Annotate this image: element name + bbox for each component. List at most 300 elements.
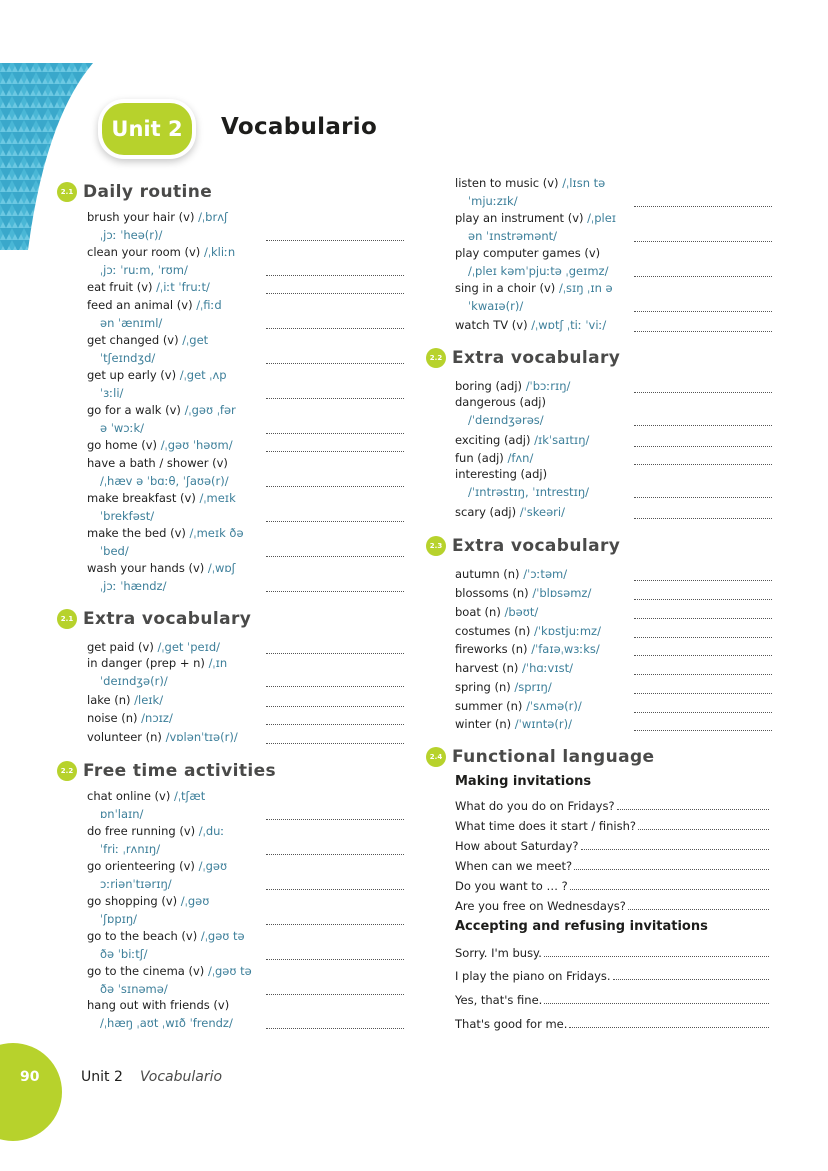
vocab-word: boring (adj) — [455, 379, 523, 393]
entry-line-1 — [87, 963, 404, 981]
entry-line-1 — [87, 455, 404, 473]
answer-line[interactable] — [266, 959, 404, 960]
phrase-text: What do you do on Fridays? — [455, 799, 615, 813]
entry-line-1 — [87, 402, 404, 420]
entry-line-1 — [455, 317, 772, 335]
entry-line-1 — [455, 698, 772, 716]
vocab-phonetic: /ˌwɒtʃ ˌtiː ˈviː/ — [531, 318, 607, 332]
vocab-entry — [87, 402, 404, 437]
entry-line-1 — [87, 858, 404, 876]
vocab-entry — [87, 858, 404, 893]
page-number: 90 — [20, 1069, 40, 1085]
vocab-phonetic-continued: ˌjɔː ˈheə(r)/ — [100, 227, 163, 242]
vocab-word: fireworks (n) — [455, 642, 528, 656]
vocab-entry — [87, 209, 404, 244]
answer-line[interactable] — [266, 743, 404, 744]
vocab-entry — [87, 525, 404, 560]
section-title: Extra vocabulary — [452, 536, 621, 556]
answer-line[interactable] — [634, 276, 772, 277]
entry-line-1 — [455, 450, 772, 468]
vocab-word: go shopping (v) — [87, 894, 178, 908]
vocab-phonetic: /ɪkˈsaɪtɪŋ/ — [534, 433, 590, 447]
entry-line-1 — [87, 525, 404, 543]
vocab-entry — [87, 244, 404, 279]
entry-line-1 — [87, 692, 404, 710]
vocab-word: spring (n) — [455, 680, 511, 694]
vocab-phonetic: /ˈfaɪəˌwɜːks/ — [531, 642, 600, 656]
phrase-text: What time does it start / finish? — [455, 819, 637, 833]
vocab-phonetic: /ˌwɒʃ — [207, 561, 236, 575]
vocab-phonetic: /ˌget ˌʌp — [179, 368, 227, 382]
answer-line[interactable] — [613, 978, 769, 980]
entry-line-1 — [455, 716, 772, 734]
phrase-text: That's good for me. — [455, 1017, 568, 1031]
section-functional-language — [426, 745, 776, 1035]
vocab-entry — [87, 560, 404, 595]
section-badge: 2.1 — [57, 182, 77, 202]
vocab-phonetic: /ˌgəʊ — [198, 859, 228, 873]
vocab-phonetic: /ˌgəʊ ˌfər — [184, 403, 236, 417]
functional-phrase — [455, 878, 769, 895]
vocab-entry — [87, 437, 404, 455]
answer-line[interactable] — [634, 518, 772, 519]
vocab-word: dangerous (adj) — [455, 395, 546, 409]
entry-line-1 — [87, 332, 404, 350]
answer-line[interactable] — [266, 556, 404, 557]
answer-line[interactable] — [634, 331, 772, 332]
vocab-entry — [87, 997, 404, 1032]
vocab-phonetic: /vɒlənˈtɪə(r)/ — [165, 730, 238, 744]
answer-line[interactable] — [266, 924, 404, 925]
phrase-text: Do you want to … ? — [455, 879, 568, 893]
vocab-phonetic: /ˌmeɪk ðə — [189, 526, 244, 540]
vocab-phonetic: /ˌgəʊ tə — [207, 964, 252, 978]
vocab-entry — [455, 378, 772, 396]
section-badge: 2.1 — [57, 609, 77, 629]
vocab-word: chat online (v) — [87, 789, 171, 803]
vocab-phonetic-continued: /ˌpleɪ kəmˈpjuːtə ˌgeɪmz/ — [468, 263, 609, 278]
vocab-phonetic: /leɪk/ — [134, 693, 164, 707]
vocab-word: volunteer (n) — [87, 730, 162, 744]
entry-line-1 — [455, 394, 772, 412]
vocab-phonetic: /ˌkliːn — [203, 245, 236, 259]
answer-line[interactable] — [634, 655, 772, 656]
vocab-word: autumn (n) — [455, 567, 520, 581]
entry-line-1 — [87, 788, 404, 806]
entry-line-1 — [455, 280, 772, 298]
vocab-word: exciting (adj) — [455, 433, 531, 447]
vocab-entry — [455, 698, 772, 716]
vocab-word: have a bath / shower (v) — [87, 456, 228, 470]
vocab-entry — [87, 692, 404, 710]
section-badge: 2.2 — [57, 761, 77, 781]
answer-line[interactable] — [266, 275, 404, 276]
vocab-phonetic-continued: ðə ˈsɪnəmə/ — [100, 981, 168, 996]
vocab-phonetic: /ˌlɪsn tə — [562, 176, 606, 190]
vocab-word: play computer games (v) — [455, 246, 601, 260]
vocab-word: hang out with friends (v) — [87, 998, 230, 1012]
vocab-word: get paid (v) — [87, 640, 154, 654]
entry-line-1 — [455, 210, 772, 228]
vocab-phonetic: /ˌpleɪ — [587, 211, 617, 225]
vocab-word: play an instrument (v) — [455, 211, 584, 225]
vocab-phonetic-continued: ɒnˈlaɪn/ — [100, 806, 144, 821]
vocab-entry — [87, 928, 404, 963]
vocab-word: in danger (prep + n) — [87, 656, 205, 670]
section-title: Extra vocabulary — [83, 609, 252, 629]
vocab-entry — [87, 455, 404, 490]
entry-line-1 — [87, 209, 404, 227]
functional-phrase — [455, 968, 769, 985]
vocab-phonetic-continued: ən ˈænɪml/ — [100, 315, 163, 330]
vocab-entry — [87, 655, 404, 690]
section-free-time-activities — [57, 759, 407, 1039]
vocab-phonetic: /ˈhɑːvɪst/ — [522, 661, 573, 675]
vocab-word: clean your room (v) — [87, 245, 201, 259]
entry-line-1 — [455, 466, 772, 484]
section-header — [426, 745, 776, 769]
entry-line-1 — [87, 928, 404, 946]
functional-phrase — [455, 1016, 769, 1033]
vocab-word: eat fruit (v) — [87, 280, 153, 294]
vocab-phonetic: /ˌiːt ˈfruːt/ — [156, 280, 210, 294]
vocab-phonetic: /bəʊt/ — [504, 605, 539, 619]
vocab-entry — [87, 279, 404, 297]
entry-line-1 — [455, 504, 772, 522]
vocab-entry — [455, 450, 772, 468]
answer-line[interactable] — [581, 848, 769, 850]
answer-line[interactable] — [570, 888, 769, 890]
entry-line-1 — [455, 623, 772, 641]
answer-line[interactable] — [574, 868, 769, 870]
functional-phrase — [455, 858, 769, 875]
answer-line[interactable] — [266, 1028, 404, 1029]
section-extra-vocabulary-2-3 — [426, 534, 776, 739]
vocab-entry — [455, 679, 772, 697]
vocab-entry — [455, 280, 772, 315]
entry-line-1 — [455, 641, 772, 659]
section-badge: 2.4 — [426, 747, 446, 767]
vocab-entry — [455, 641, 772, 659]
entry-line-1 — [87, 297, 404, 315]
vocab-phonetic-continued: ˌjɔː ˈhændz/ — [100, 578, 167, 593]
vocab-phonetic-continued: /ˈdeɪndʒərəs/ — [468, 412, 544, 427]
vocab-phonetic: /ˌmeɪk — [199, 491, 236, 505]
section-daily-routine — [57, 180, 407, 600]
answer-line[interactable] — [634, 425, 772, 426]
section-free-time-continued — [455, 172, 775, 342]
answer-line[interactable] — [634, 618, 772, 619]
entry-line-1 — [455, 432, 772, 450]
phrase-text: When can we meet? — [455, 859, 573, 873]
functional-phrase — [455, 945, 769, 962]
vocab-phonetic-continued: ɔːriənˈtɪərɪŋ/ — [100, 876, 172, 891]
footer-section: Vocabulario — [140, 1069, 223, 1085]
vocab-entry — [455, 504, 772, 522]
answer-line[interactable] — [569, 1026, 769, 1028]
vocab-phonetic-continued: ðə ˈbiːtʃ/ — [100, 946, 148, 961]
vocab-entry — [455, 317, 772, 335]
vocab-word: watch TV (v) — [455, 318, 528, 332]
vocab-word: costumes (n) — [455, 624, 531, 638]
section-badge: 2.3 — [426, 536, 446, 556]
vocab-word: lake (n) — [87, 693, 131, 707]
vocab-phonetic-continued: /ˌhæv ə ˈbɑːθ, ˈʃaʊə(r)/ — [100, 473, 229, 488]
answer-line[interactable] — [634, 693, 772, 694]
vocab-phonetic: /ˈsʌmə(r)/ — [526, 699, 582, 713]
entry-line-1 — [87, 893, 404, 911]
vocab-entry — [87, 297, 404, 332]
entry-line-1 — [455, 679, 772, 697]
entry-line-1 — [87, 710, 404, 728]
vocab-word: make the bed (v) — [87, 526, 186, 540]
section-title: Functional language — [452, 747, 655, 767]
vocab-phonetic: /ˌɪn — [208, 656, 228, 670]
answer-line[interactable] — [628, 908, 769, 910]
vocab-phonetic: /ˈbɔːrɪŋ/ — [525, 379, 571, 393]
vocab-word: make breakfast (v) — [87, 491, 196, 505]
functional-phrase — [455, 818, 769, 835]
section-header — [426, 346, 776, 370]
vocab-word: go home (v) — [87, 438, 158, 452]
answer-line[interactable] — [634, 206, 772, 207]
entry-line-1 — [87, 997, 404, 1015]
entry-line-1 — [87, 823, 404, 841]
section-badge: 2.2 — [426, 348, 446, 368]
answer-line[interactable] — [634, 580, 772, 581]
phrase-text: Are you free on Wednesdays? — [455, 899, 626, 913]
vocab-word: interesting (adj) — [455, 467, 548, 481]
vocab-word: scary (adj) — [455, 505, 517, 519]
vocab-word: fun (adj) — [455, 451, 504, 465]
vocab-phonetic-continued: ˈtʃeɪndʒd/ — [100, 350, 156, 365]
subsection-title-accepting-refusing: Accepting and refusing invitations — [455, 919, 708, 934]
entry-line-1 — [87, 279, 404, 297]
answer-line[interactable] — [266, 363, 404, 364]
answer-line[interactable] — [266, 328, 404, 329]
answer-line[interactable] — [634, 674, 772, 675]
answer-line[interactable] — [638, 828, 769, 830]
vocab-phonetic: /ˌget — [182, 333, 209, 347]
functional-phrase — [455, 798, 769, 815]
functional-phrase — [455, 898, 769, 915]
entry-line-1 — [87, 437, 404, 455]
phrase-text: How about Saturday? — [455, 839, 579, 853]
vocab-word: listen to music (v) — [455, 176, 559, 190]
section-header — [57, 759, 407, 783]
vocab-entry — [87, 490, 404, 525]
vocab-entry — [455, 660, 772, 678]
vocab-phonetic: /ˌtʃæt — [174, 789, 206, 803]
entry-line-1 — [87, 244, 404, 262]
vocab-word: get changed (v) — [87, 333, 179, 347]
vocab-word: noise (n) — [87, 711, 138, 725]
answer-line[interactable] — [634, 311, 772, 312]
vocab-word: brush your hair (v) — [87, 210, 195, 224]
section-header — [57, 607, 407, 631]
answer-line[interactable] — [634, 446, 772, 447]
answer-line[interactable] — [266, 724, 404, 725]
vocab-phonetic-continued: ˈbed/ — [100, 543, 129, 558]
answer-line[interactable] — [266, 994, 404, 995]
section-title: Free time activities — [83, 761, 277, 781]
phrase-text: I play the piano on Fridays. — [455, 969, 611, 983]
vocab-phonetic-continued: /ˌhæŋ ˌaʊt ˌwɪð ˈfrendz/ — [100, 1015, 233, 1030]
answer-line[interactable] — [266, 398, 404, 399]
vocab-word: do free running (v) — [87, 824, 196, 838]
answer-line[interactable] — [266, 486, 404, 487]
answer-line[interactable] — [634, 637, 772, 638]
entry-line-1 — [87, 639, 404, 657]
vocab-phonetic: /fʌn/ — [507, 451, 534, 465]
vocab-phonetic: /ˌfiːd — [196, 298, 222, 312]
answer-line[interactable] — [634, 464, 772, 465]
vocab-phonetic-continued: ˈɜːli/ — [100, 385, 124, 400]
page-title: Vocabulario — [221, 114, 378, 140]
vocab-phonetic: /ˈwɪntə(r)/ — [514, 717, 572, 731]
answer-line[interactable] — [266, 240, 404, 241]
vocab-word: winter (n) — [455, 717, 512, 731]
vocab-entry — [87, 729, 404, 747]
answer-line[interactable] — [266, 521, 404, 522]
entry-line-1 — [87, 560, 404, 578]
vocab-entry — [87, 963, 404, 998]
vocab-phonetic: /ˌgəʊ — [180, 894, 210, 908]
vocab-word: summer (n) — [455, 699, 523, 713]
section-header — [426, 534, 776, 558]
vocab-phonetic: /sprɪŋ/ — [514, 680, 552, 694]
unit-badge: Unit 2 — [102, 103, 192, 155]
answer-line[interactable] — [266, 433, 404, 434]
answer-line[interactable] — [634, 392, 772, 393]
answer-line[interactable] — [266, 889, 404, 890]
vocab-entry — [455, 245, 772, 280]
vocab-word: go for a walk (v) — [87, 403, 181, 417]
vocab-phonetic: /ˌget ˈpeɪd/ — [157, 640, 221, 654]
vocab-phonetic-continued: ˌjɔː ˈruːm, ˈrʊm/ — [100, 262, 188, 277]
vocab-entry — [87, 893, 404, 928]
vocab-word: go orienteering (v) — [87, 859, 195, 873]
entry-line-1 — [87, 367, 404, 385]
vocab-phonetic-continued: ˈʃɒpɪŋ/ — [100, 911, 138, 926]
section-extra-vocabulary-2-1 — [57, 607, 407, 757]
vocab-phonetic: /ˌgəʊ tə — [200, 929, 245, 943]
vocab-entry — [455, 716, 772, 734]
vocab-phonetic-continued: ˈfriː ˌrʌnɪŋ/ — [100, 841, 161, 856]
answer-line[interactable] — [634, 497, 772, 498]
vocab-word: wash your hands (v) — [87, 561, 205, 575]
vocab-phonetic-continued: ə ˈwɔːk/ — [100, 420, 145, 435]
vocab-entry — [87, 639, 404, 657]
answer-line[interactable] — [266, 451, 404, 452]
vocab-phonetic: /ˈkɒstjuːmz/ — [534, 624, 601, 638]
vocab-phonetic: /ˈskeəri/ — [519, 505, 565, 519]
answer-line[interactable] — [266, 819, 404, 820]
vocab-entry — [455, 623, 772, 641]
vocab-word: get up early (v) — [87, 368, 177, 382]
entry-line-1 — [455, 175, 772, 193]
vocab-phonetic-continued: ˈbrekfəst/ — [100, 508, 155, 523]
vocab-entry — [455, 210, 772, 245]
answer-line[interactable] — [266, 854, 404, 855]
entry-line-1 — [455, 566, 772, 584]
vocab-phonetic-continued: ˈmjuːzɪk/ — [468, 193, 518, 208]
vocab-phonetic: /ˌgəʊ ˈhəʊm/ — [160, 438, 233, 452]
vocab-entry — [87, 332, 404, 367]
answer-line[interactable] — [544, 955, 769, 957]
answer-line[interactable] — [544, 1002, 769, 1004]
vocab-word: go to the cinema (v) — [87, 964, 205, 978]
vocab-phonetic: /ˈɔːtəm/ — [523, 567, 568, 581]
vocab-entry — [87, 367, 404, 402]
answer-line[interactable] — [634, 712, 772, 713]
vocab-entry — [455, 432, 772, 450]
footer-unit: Unit 2 — [81, 1069, 123, 1085]
section-title: Daily routine — [83, 182, 213, 202]
answer-line[interactable] — [266, 686, 404, 687]
section-extra-vocabulary-2-2 — [426, 346, 776, 526]
vocab-entry — [455, 566, 772, 584]
functional-phrase — [455, 838, 769, 855]
page-number-circle — [0, 1043, 62, 1141]
vocab-word: harvest (n) — [455, 661, 519, 675]
answer-line[interactable] — [266, 293, 404, 294]
entry-line-1 — [455, 660, 772, 678]
vocab-phonetic: /ˈblɒsəmz/ — [532, 586, 592, 600]
vocab-entry — [87, 788, 404, 823]
vocab-entry — [455, 466, 772, 501]
vocab-word: boat (n) — [455, 605, 501, 619]
entry-line-1 — [455, 378, 772, 396]
vocab-phonetic-continued: /ˈɪntrəstɪŋ, ˈɪntrestɪŋ/ — [468, 484, 590, 499]
answer-line[interactable] — [634, 241, 772, 242]
entry-line-1 — [455, 585, 772, 603]
vocab-phonetic-continued: ˈdeɪndʒə(r)/ — [100, 673, 168, 688]
subsection-title-making-invitations: Making invitations — [455, 774, 592, 789]
vocab-entry — [455, 394, 772, 429]
vocab-word: go to the beach (v) — [87, 929, 198, 943]
vocab-entry — [455, 585, 772, 603]
answer-line[interactable] — [266, 653, 404, 654]
vocab-word: blossoms (n) — [455, 586, 529, 600]
entry-line-1 — [455, 245, 772, 263]
entry-line-1 — [87, 655, 404, 673]
vocab-word: feed an animal (v) — [87, 298, 193, 312]
answer-line[interactable] — [266, 591, 404, 592]
answer-line[interactable] — [634, 730, 772, 731]
phrase-text: Sorry. I'm busy. — [455, 946, 542, 960]
section-title: Extra vocabulary — [452, 348, 621, 368]
functional-phrase — [455, 992, 769, 1009]
answer-line[interactable] — [634, 599, 772, 600]
vocab-phonetic-continued: ən ˈɪnstrəmənt/ — [468, 228, 557, 243]
phrase-text: Yes, that's fine. — [455, 993, 543, 1007]
entry-line-1 — [455, 604, 772, 622]
answer-line[interactable] — [617, 808, 769, 810]
entry-line-1 — [87, 729, 404, 747]
section-header — [57, 180, 407, 204]
vocab-entry — [87, 823, 404, 858]
vocab-entry — [455, 604, 772, 622]
entry-line-1 — [87, 490, 404, 508]
vocab-phonetic: /nɔɪz/ — [141, 711, 173, 725]
vocab-phonetic: /ˌduː — [198, 824, 225, 838]
vocab-phonetic-continued: ˈkwaɪə(r)/ — [468, 298, 524, 313]
answer-line[interactable] — [266, 706, 404, 707]
vocab-entry — [87, 710, 404, 728]
vocab-phonetic: /ˌbrʌʃ — [198, 210, 228, 224]
vocab-word: sing in a choir (v) — [455, 281, 556, 295]
